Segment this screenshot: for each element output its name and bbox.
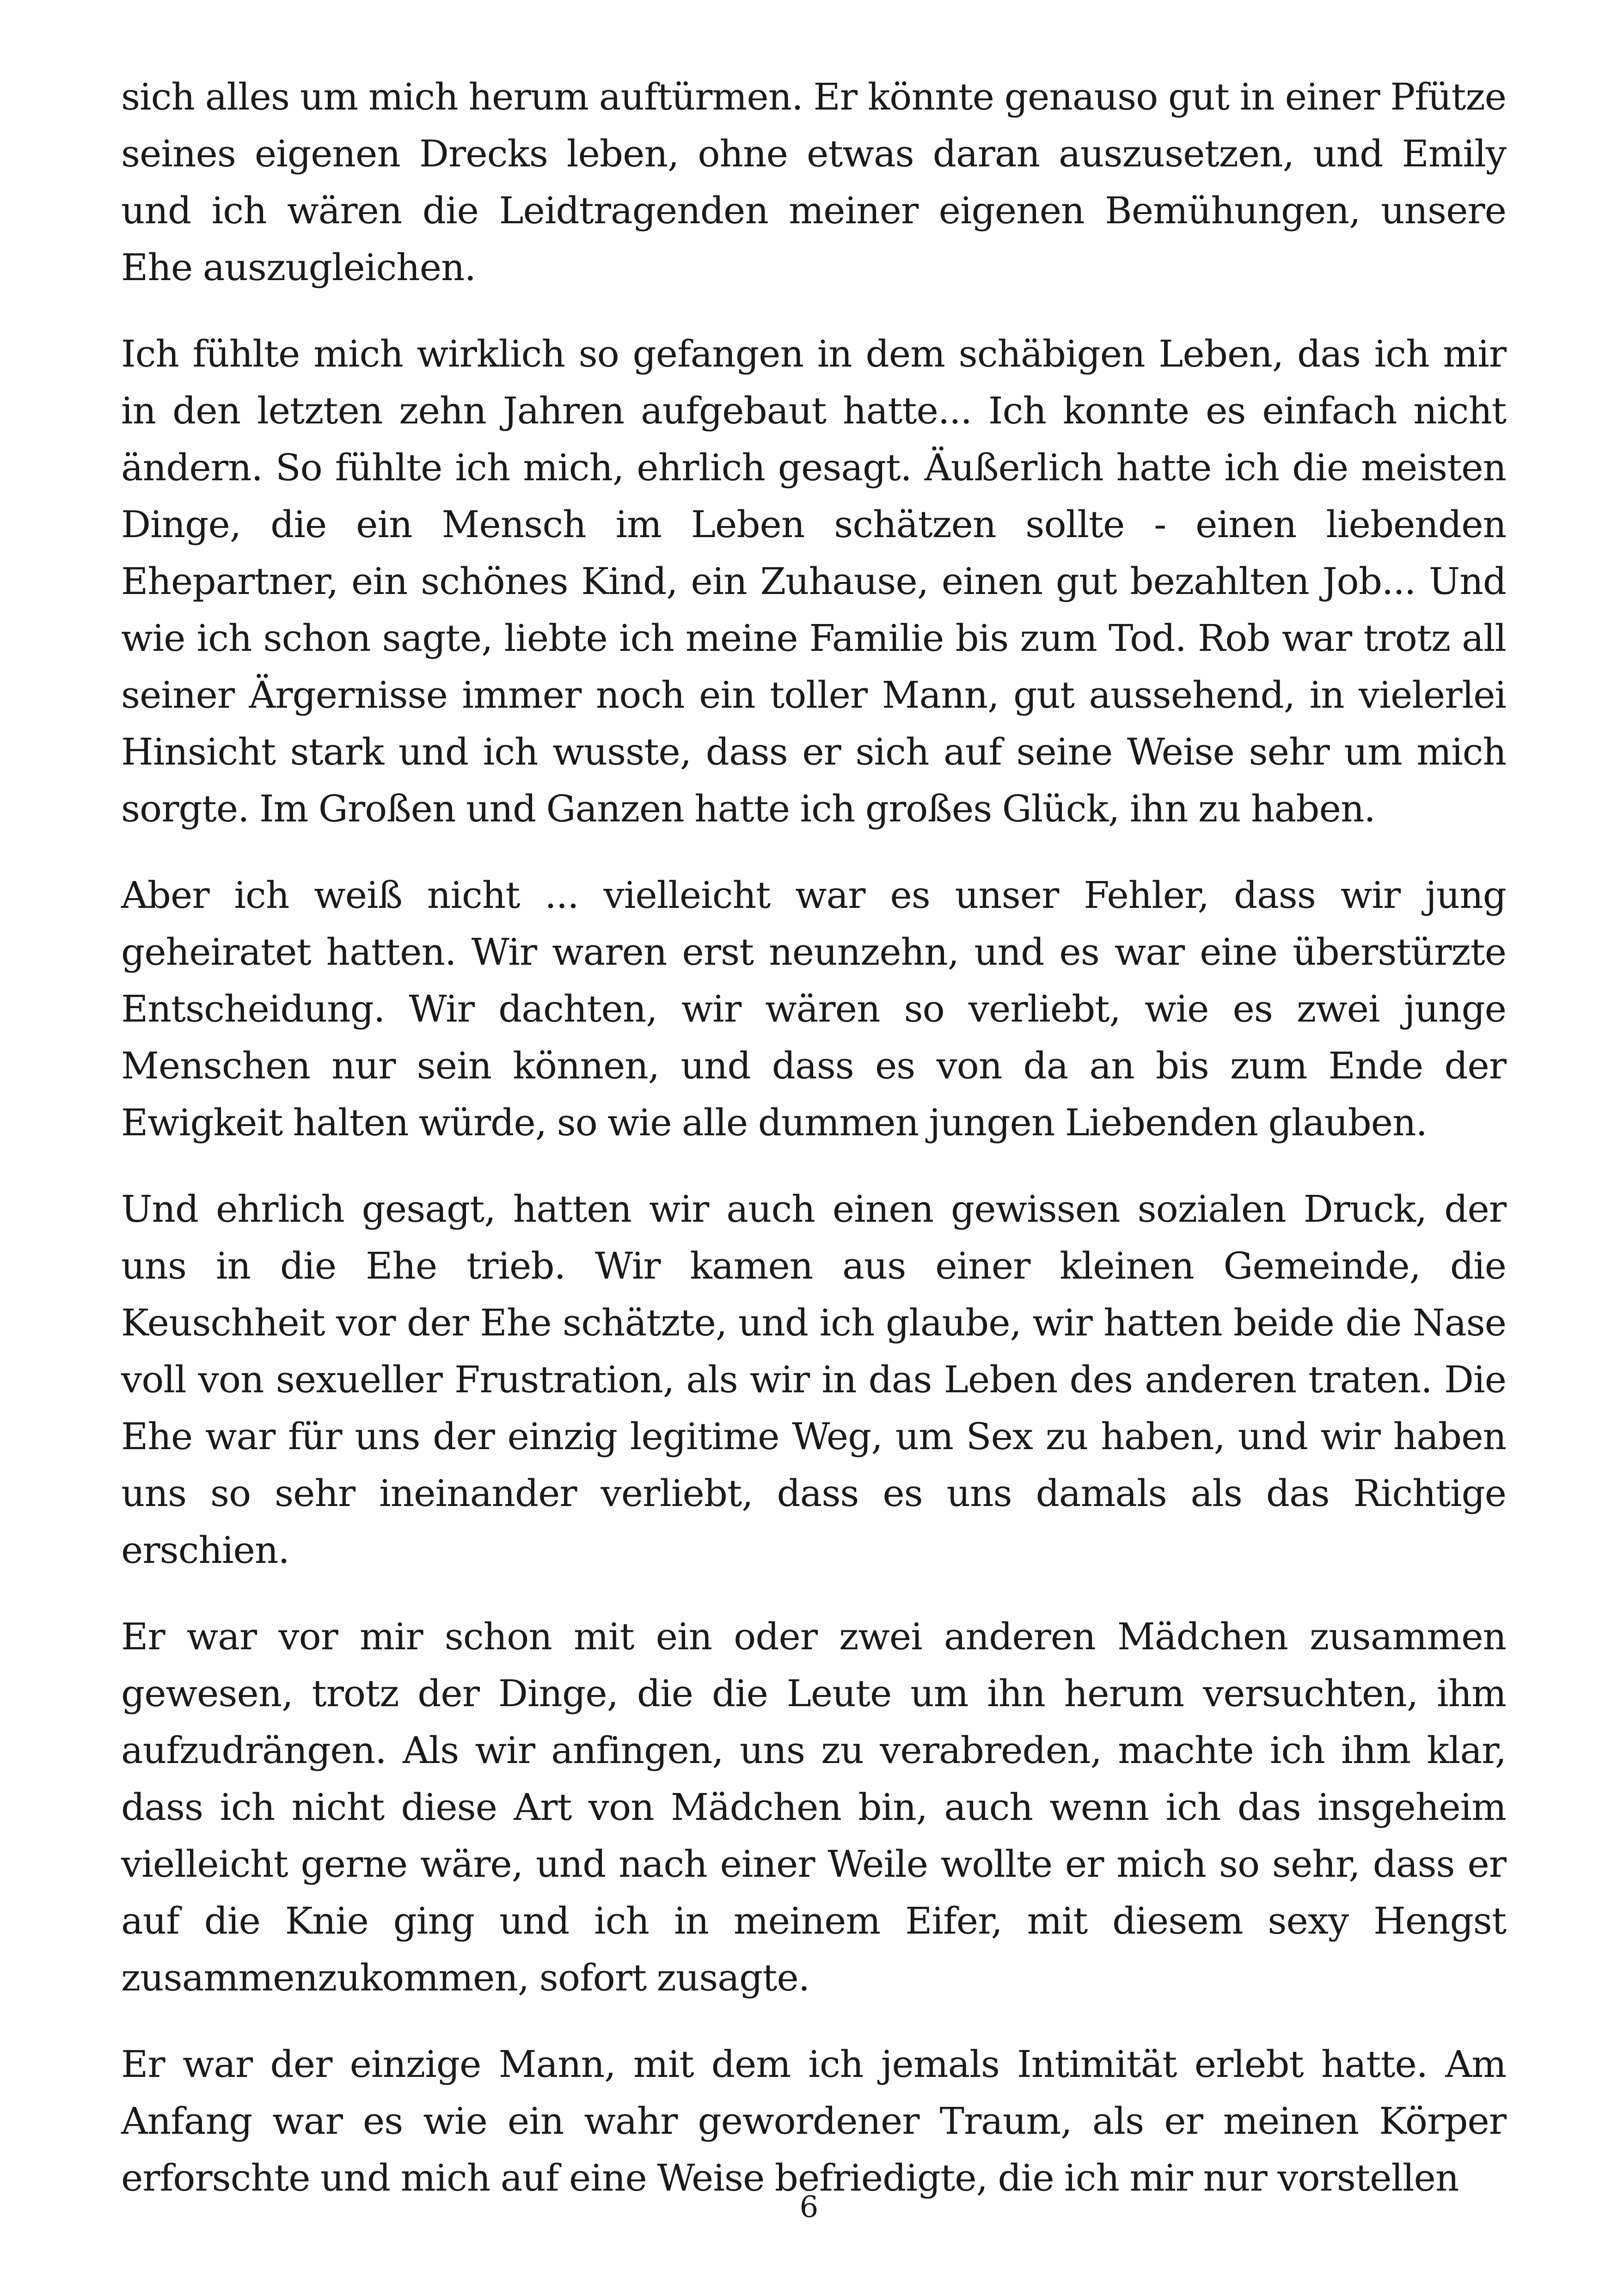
paragraph-1: sich alles um mich herum auftürmen. Er könnte genauso gut in einer Pfütze seines eigenen Drecks leben, ohne etwas daran auszusetzen, und Emily und ich wären die Leidtragenden meiner eigenen Bemühungen, unsere Ehe auszugleichen. [121,75,1506,289]
body-text [121,68,1506,2236]
paragraph-2: Ich fühlte mich wirklich so gefangen in dem schäbigen Leben, das ich mir in den letzten zehn Jahren aufgebaut hatte... Ich konnte es einfach nicht ändern. So fühlte ich mich, ehrlich gesagt. Äußerlich hatte ich die meisten Dinge, die ein Mensch im Leben schätzen sollte - einen liebenden Ehepartner, ein schönes Kind, ein Zuhause, einen gut bezahlten Job... Und wie ich schon sagte, liebte ich meine Familie bis zum Tod. Rob war trotz all seiner Ärgernisse immer noch ein toller Mann, gut aussehend, in vielerlei Hinsicht stark und ich wusste, dass er sich auf seine Weise sehr um mich sorgte. Im Großen und Ganzen hatte ich großes Glück, ihn zu haben. [121,332,1506,830]
paragraph-4: Und ehrlich gesagt, hatten wir auch einen gewissen sozialen Druck, der uns in die Ehe trieb. Wir kamen aus einer kleinen Gemeinde, die Keuschheit vor der Ehe schätzte, und ich glaube, wir hatten beide die Nase voll von sexueller Frustration, als wir in das Leben des anderen traten. Die Ehe war für uns der einzig legitime Weg, um Sex zu haben, und wir haben uns so sehr ineinander verliebt, dass es uns damals als das Richtige erschien. [121,1188,1506,1572]
page-number: 6 [799,2190,819,2224]
paragraph-6: Er war der einzige Mann, mit dem ich jemals Intimität erlebt hatte. Am Anfang war es wie ein wahr gewordener Traum, als er meinen Körper erforschte und mich auf eine Weise befriedigte, die ich mir nur vorstellen [121,2043,1506,2199]
paragraph-3: Aber ich weiß nicht ... vielleicht war es unser Fehler, dass wir jung geheiratet hatten. Wir waren erst neunzehn, und es war eine überstürzte Entscheidung. Wir dachten, wir wären so verliebt, wie es zwei junge Menschen nur sein können, und dass es von da an bis zum Ende der Ewigkeit halten würde, so wie alle dummen jungen Liebenden glauben. [121,874,1506,1144]
paragraph-5: Er war vor mir schon mit ein oder zwei anderen Mädchen zusammen gewesen, trotz der Dinge, die die Leute um ihn herum versuchten, ihm aufzudrängen. Als wir anfingen, uns zu verabreden, machte ich ihm klar, dass ich nicht diese Art von Mädchen bin, auch wenn ich das insgeheim vielleicht gerne wäre, und nach einer Weile wollte er mich so sehr, dass er auf die Knie ging und ich in meinem Eifer, mit diesem sexy Hengst zusammenzukommen, sofort zusagte. [121,1615,1506,1999]
